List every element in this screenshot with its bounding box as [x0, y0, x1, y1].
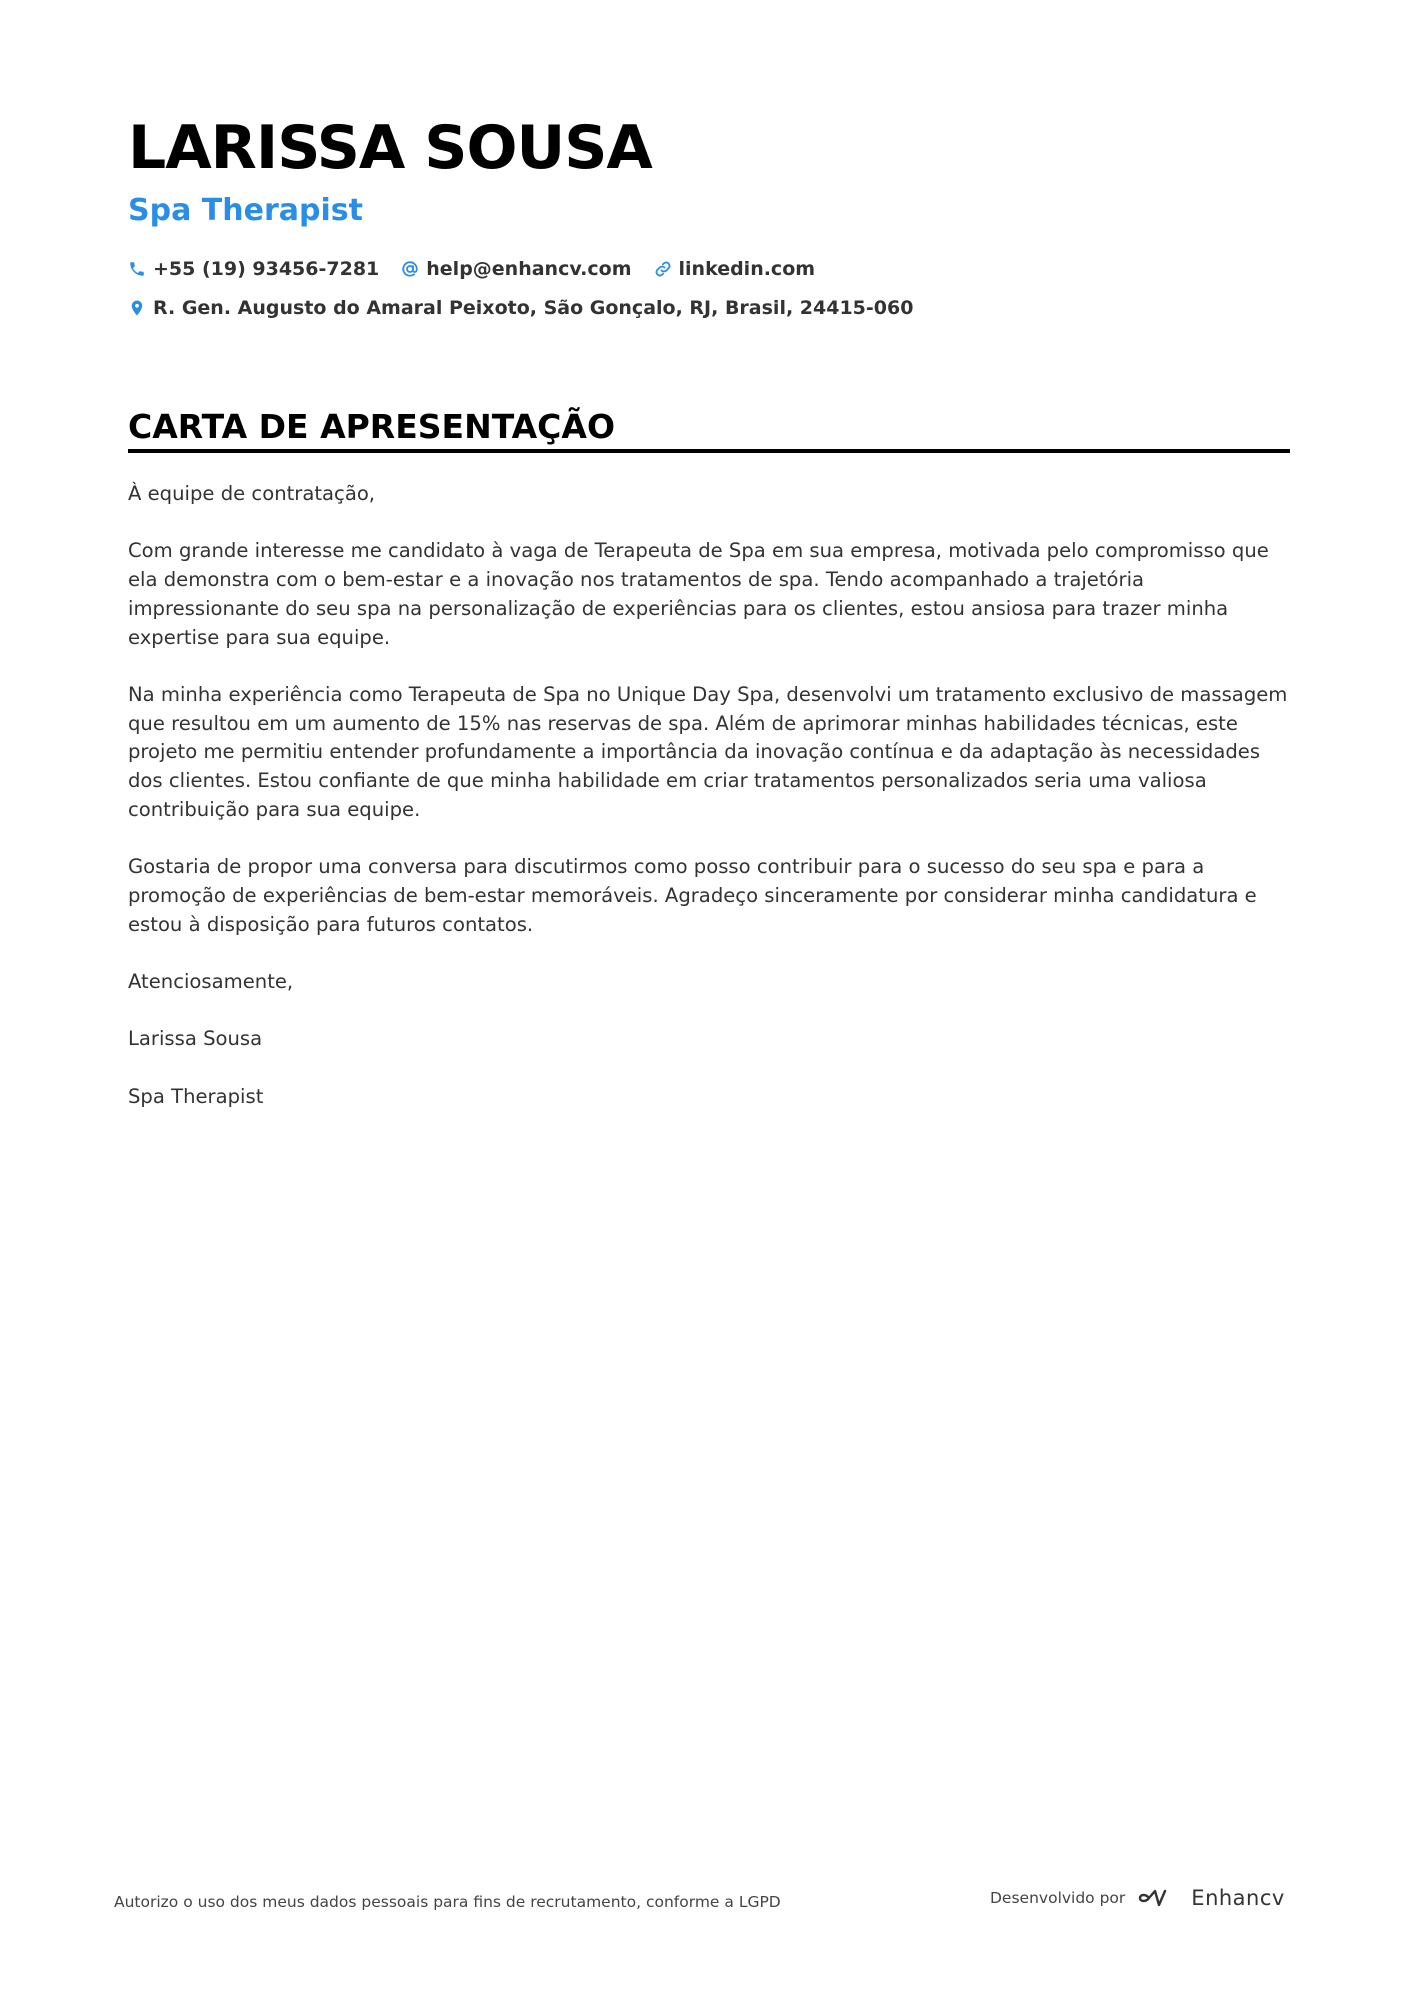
candidate-name: LARISSA SOUSA: [128, 113, 652, 183]
letter-salutation: À equipe de contratação,: [128, 482, 376, 505]
footer-branding[interactable]: [990, 1886, 1285, 1910]
footer-consent: Autorizo o uso dos meus dados pessoais para fins de recrutamento, conforme a LGPD: [114, 1893, 781, 1911]
signature-name: Larissa Sousa: [128, 1027, 263, 1051]
letter-paragraph: Com grande interesse me candidato à vaga de Terapeuta de Spa em sua empresa, motivada pelo compromisso que ela demonstra com o bem-estar e a inovação nos tratamentos de spa. Tendo acompanhado a trajetória impressionante do seu spa na personalização de experiências para os clientes, estou ansiosa para trazer minha expertise para sua equipe.: [128, 539, 1269, 649]
link-icon: [654, 260, 672, 278]
contact-link[interactable]: [654, 258, 816, 280]
contact-phone[interactable]: [128, 258, 379, 280]
contact-email[interactable]: [401, 258, 631, 280]
contact-row-primary: [128, 254, 815, 284]
location-pin-icon: [128, 299, 146, 317]
contact-address: [128, 297, 913, 319]
signature-role: Spa Therapist: [128, 1084, 264, 1108]
letter-paragraph: Na minha experiência como Terapeuta de Spa no Unique Day Spa, desenvolvi um tratamento exclusivo de massagem que resultou em um aumento de 15% nas reservas de spa. Além de aprimorar minhas habilidades técnicas, este projeto me permitiu entender profundamente a importância da inovação contínua e da adaptação às necessidades dos clientes. Estou confiante de que minha habilidade em criar tratamentos personalizados seria uma valiosa contribuição para sua equipe.: [128, 682, 1288, 821]
contact-address-text: R. Gen. Augusto do Amaral Peixoto, São Gonçalo, RJ, Brasil, 24415-060: [153, 297, 914, 319]
candidate-role: Spa Therapist: [128, 193, 363, 228]
section-title: CARTA DE APRESENTAÇÃO: [128, 407, 615, 446]
enhancv-logo-icon: [1137, 1886, 1181, 1910]
contact-link-text: linkedin.com: [678, 258, 816, 280]
phone-icon: [128, 260, 146, 278]
letter-body: [128, 480, 1290, 1140]
contact-row-address: [128, 293, 913, 323]
at-icon: [401, 260, 419, 278]
letter-paragraph: Gostaria de propor uma conversa para discutirmos como posso contribuir para o sucesso do seu spa e para a promoção de experiências de bem-estar memoráveis. Agradeço sinceramente por considerar minha candidatura e estou à disposição para futuros contatos.: [128, 855, 1257, 936]
brand: [1137, 1886, 1285, 1910]
contact-phone-text: +55 (19) 93456-7281: [153, 258, 380, 280]
contact-email-text: help@enhancv.com: [426, 258, 632, 280]
section-divider: [128, 449, 1290, 453]
footer-powered-by: Desenvolvido por: [990, 1889, 1126, 1907]
letter-closing: Atenciosamente,: [128, 969, 294, 993]
brand-name: Enhancv: [1191, 1886, 1285, 1910]
